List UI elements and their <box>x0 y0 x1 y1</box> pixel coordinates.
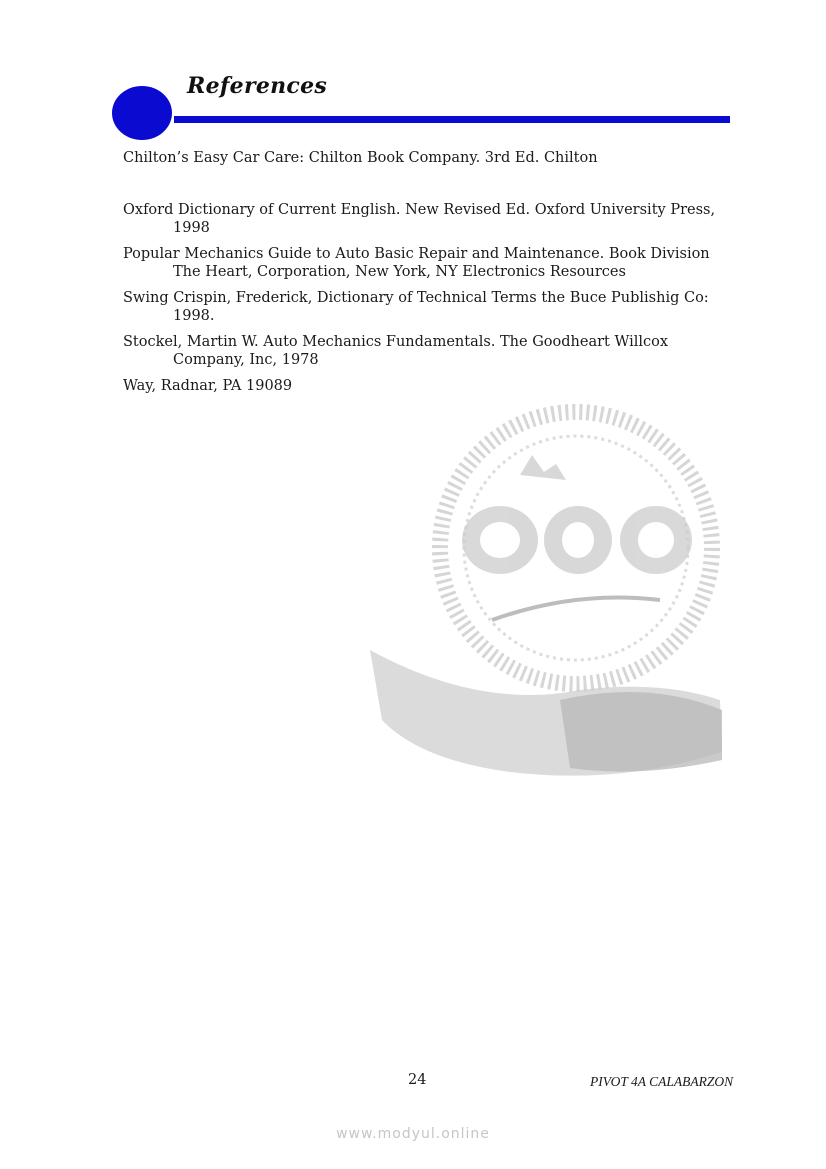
reference-item: Oxford Dictionary of Current English. New Revised Ed. Oxford University Press, 1998 <box>123 202 716 236</box>
reference-item: Chilton’s Easy Car Care: Chilton Book Company. 3rd Ed. Chilton <box>123 150 598 166</box>
faded-seal-icon <box>360 380 730 780</box>
header-circle-icon <box>112 86 172 140</box>
reference-item: Stockel, Martin W. Auto Mechanics Fundamentals. The Goodheart Willcox Company, Inc, 1978 <box>123 334 669 368</box>
reference-list <box>123 149 733 403</box>
page-title: References <box>187 73 328 99</box>
header-rule <box>174 116 730 123</box>
reference-item: Swing Crispin, Frederick, Dictionary of Technical Terms the Buce Publishig Co: 1998. <box>123 290 709 324</box>
reference-item: Way, Radnar, PA 19089 <box>123 378 293 394</box>
page-number: 24 <box>408 1072 427 1088</box>
reference-item: Popular Mechanics Guide to Auto Basic Repair and Maintenance. Book Division The Heart, Corporation, New York, NY Electronics Resources <box>123 246 710 280</box>
footer-label: PIVOT 4A CALABARZON <box>590 1074 734 1089</box>
site-watermark: www.modyul.online <box>336 1126 490 1142</box>
